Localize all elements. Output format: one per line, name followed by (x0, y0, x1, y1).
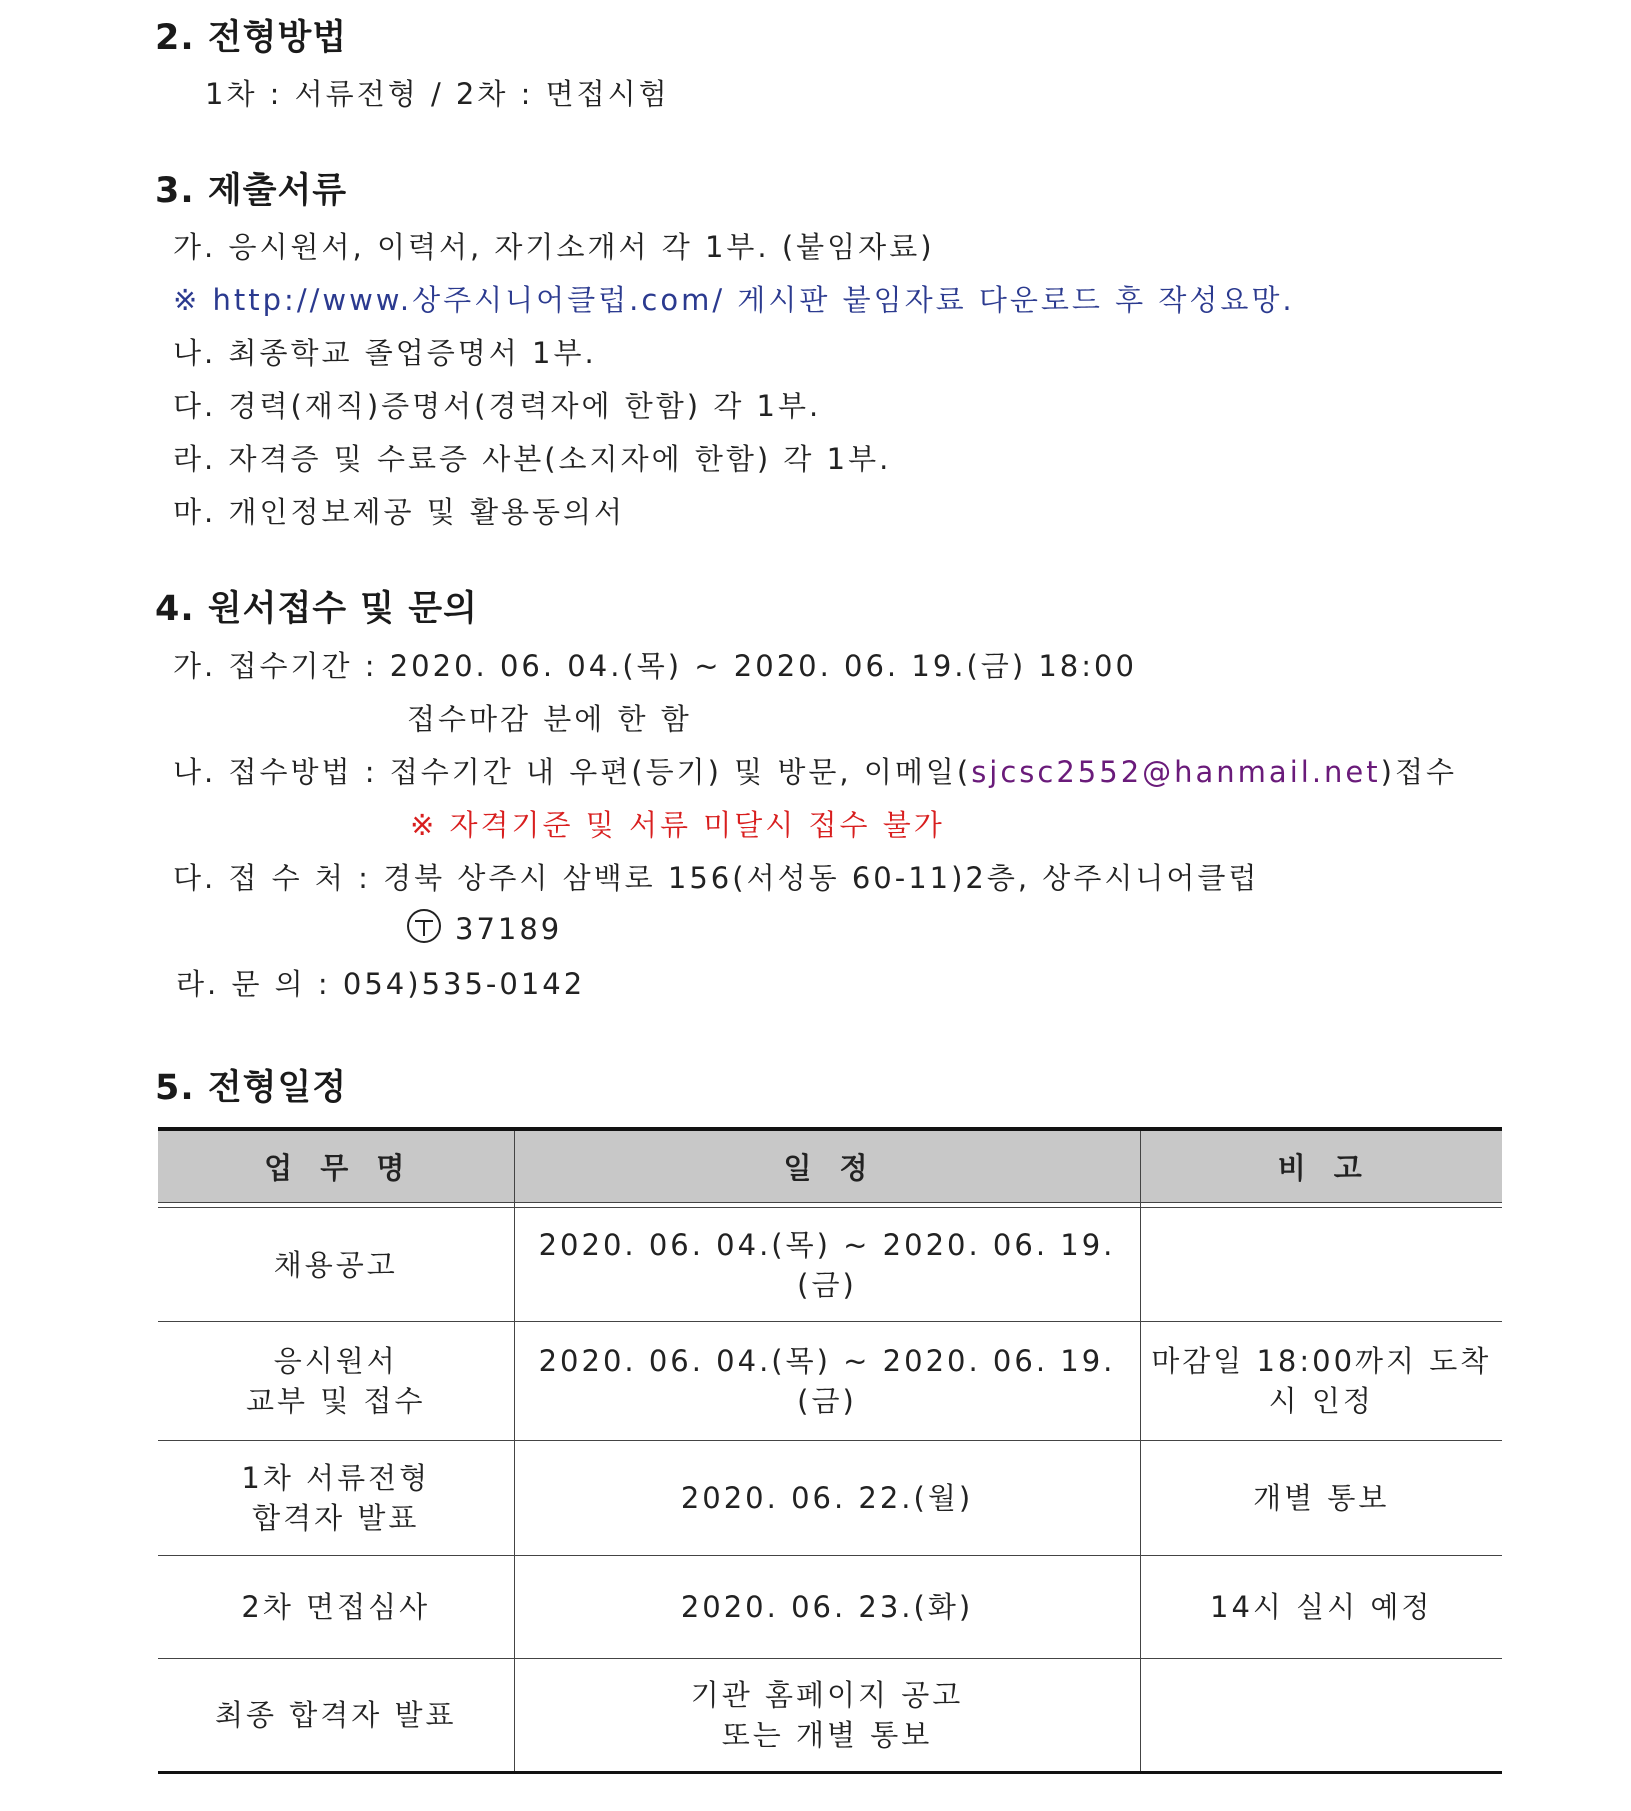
application-warning: ※ 자격기준 및 서류 미달시 접수 불가 (410, 808, 945, 842)
selection-method-line: 1차 : 서류전형 / 2차 : 면접시험 (205, 77, 670, 111)
table-row (158, 1208, 1502, 1322)
table-row (158, 1322, 1502, 1441)
required-doc-item: 나. 최종학교 졸업증명서 1부. (173, 336, 597, 370)
table-header-task: 업 무 명 (158, 1129, 514, 1203)
remarks-cell (1140, 1208, 1502, 1322)
application-method (173, 750, 1457, 791)
task-cell: 응시원서 교부 및 접수 (158, 1322, 514, 1441)
section-3-heading: 3. 제출서류 (155, 171, 348, 211)
application-method-prefix: 나. 접수방법 : 접수기간 내 우편(등기) 및 방문, 이메일( (173, 755, 972, 789)
table-header-schedule: 일 정 (514, 1129, 1140, 1203)
contact-email: sjcsc2552@hanmail.net (971, 755, 1381, 789)
required-doc-item: 가. 응시원서, 이력서, 자기소개서 각 1부. (붙임자료) (173, 230, 935, 264)
required-doc-item: 다. 경력(재직)증명서(경력자에 한함) 각 1부. (173, 389, 822, 423)
postal-code-line (407, 909, 562, 946)
table-row (158, 1441, 1502, 1556)
task-cell: 1차 서류전형 합격자 발표 (158, 1441, 514, 1556)
remarks-cell: 14시 실시 예정 (1140, 1556, 1502, 1659)
section-2-heading: 2. 전형방법 (155, 18, 348, 58)
postal-mark-icon (407, 909, 441, 943)
section-4-heading: 4. 원서접수 및 문의 (155, 589, 478, 629)
application-method-suffix: )접수 (1380, 755, 1457, 789)
schedule-cell: 2020. 06. 23.(화) (514, 1556, 1140, 1659)
application-place: 다. 접 수 처 : 경북 상주시 삼백로 156(서성동 60-11)2층, 상주시니어클럽 (173, 861, 1260, 895)
table-row (158, 1659, 1502, 1773)
schedule-cell: 기관 홈페이지 공고 또는 개별 통보 (514, 1659, 1140, 1773)
task-cell: 2차 면접심사 (158, 1556, 514, 1659)
remarks-cell (1140, 1659, 1502, 1773)
table-header-remarks: 비 고 (1140, 1129, 1502, 1203)
contact-phone: 라. 문 의 : 054)535-0142 (176, 967, 586, 1001)
required-doc-item: 마. 개인정보제공 및 활용동의서 (173, 495, 626, 529)
task-cell: 최종 합격자 발표 (158, 1659, 514, 1773)
schedule-cell: 2020. 06. 04.(목) ~ 2020. 06. 19.(금) (514, 1322, 1140, 1441)
remarks-cell: 마감일 18:00까지 도착 시 인정 (1140, 1322, 1502, 1441)
application-period: 가. 접수기간 : 2020. 06. 04.(목) ~ 2020. 06. 19.(금) 18:00 (173, 649, 1137, 683)
schedule-table (158, 1127, 1502, 1774)
remarks-cell: 개별 통보 (1140, 1441, 1502, 1556)
application-period-note: 접수마감 분에 한 함 (407, 702, 692, 736)
postal-code: 37189 (455, 912, 563, 946)
section-5-heading: 5. 전형일정 (155, 1068, 348, 1108)
schedule-cell: 2020. 06. 04.(목) ~ 2020. 06. 19.(금) (514, 1208, 1140, 1322)
download-notice: ※ http://www.상주시니어클럽.com/ 게시판 붙임자료 다운로드 후 작성요망. (173, 283, 1295, 317)
schedule-cell: 2020. 06. 22.(월) (514, 1441, 1140, 1556)
required-doc-item: 라. 자격증 및 수료증 사본(소지자에 한함) 각 1부. (173, 442, 892, 476)
task-cell: 채용공고 (158, 1208, 514, 1322)
table-row (158, 1556, 1502, 1659)
